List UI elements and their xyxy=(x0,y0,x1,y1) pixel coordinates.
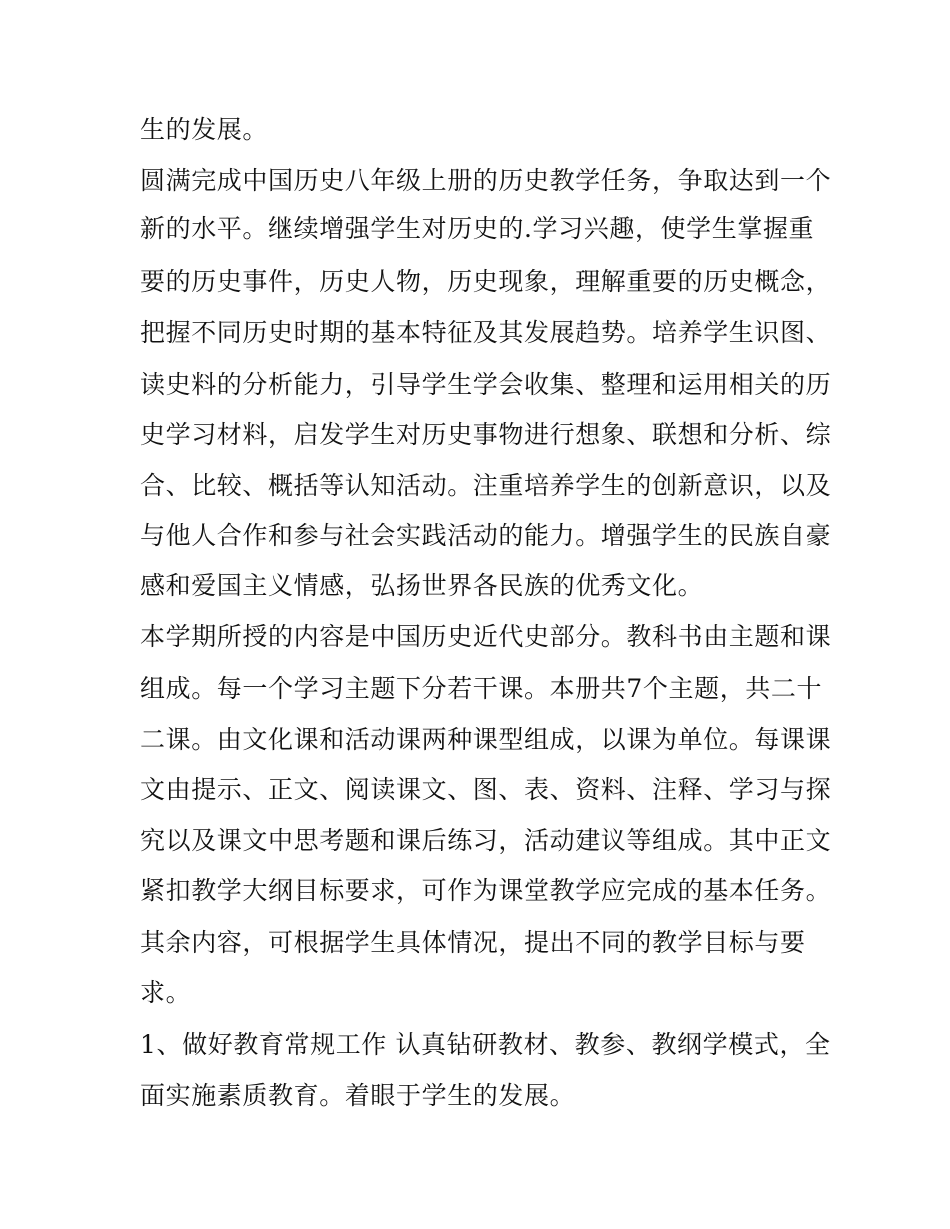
text-line-7: 史学习材料，启发学生对历史事物进行想象、联想和分析、综 xyxy=(140,420,832,449)
text-line-14: 文由提示、正文、阅读课文、图、表、资料、注释、学习与探 xyxy=(140,775,832,804)
text-line-5: 把握不同历史时期的基本特征及其发展趋势。培养学生识图、 xyxy=(140,318,832,347)
text-line-10: 感和爱国主义情感，弘扬世界各民族的优秀文化。 xyxy=(140,571,704,600)
text-line-6: 读史料的分析能力，引导学生学会收集、整理和运用相关的历 xyxy=(140,370,832,399)
text-line-15: 究以及课文中思考题和课后练习，活动建议等组成。其中正文 xyxy=(140,826,832,855)
text-line-3: 新的水平。继续增强学生对历史的.学习兴趣，使学生掌握重 xyxy=(140,214,815,243)
text-line-2: 圆满完成中国历史八年级上册的历史教学任务，争取达到一个 xyxy=(140,166,832,195)
text-line-20: 面实施素质教育。着眼于学生的发展。 xyxy=(140,1081,576,1110)
text-line-16: 紧扣教学大纲目标要求，可作为课堂教学应完成的基本任务。 xyxy=(140,876,832,905)
text-line-4: 要的历史事件，历史人物，历史现象，理解重要的历史概念， xyxy=(140,267,832,296)
text-line-17: 其余内容，可根据学生具体情况，提出不同的教学目标与要 xyxy=(140,928,806,957)
text-line-1: 生的发展。 xyxy=(140,115,269,144)
text-line-18: 求。 xyxy=(140,978,192,1007)
text-line-11: 本学期所授的内容是中国历史近代史部分。教科书由主题和课 xyxy=(140,622,832,651)
text-line-8: 合、比较、概括等认知活动。注重培养学生的创新意识，以及 xyxy=(140,471,832,500)
text-line-19: 1、做好教育常规工作 认真钻研教材、教参、教纲学模式，全 xyxy=(140,1030,831,1059)
text-line-12: 组成。每一个学习主题下分若干课。本册共7个主题，共二十 xyxy=(140,674,823,703)
text-line-13: 二课。由文化课和活动课两种课型组成，以课为单位。每课课 xyxy=(140,725,832,754)
text-line-9: 与他人合作和参与社会实践活动的能力。增强学生的民族自豪 xyxy=(140,521,832,550)
